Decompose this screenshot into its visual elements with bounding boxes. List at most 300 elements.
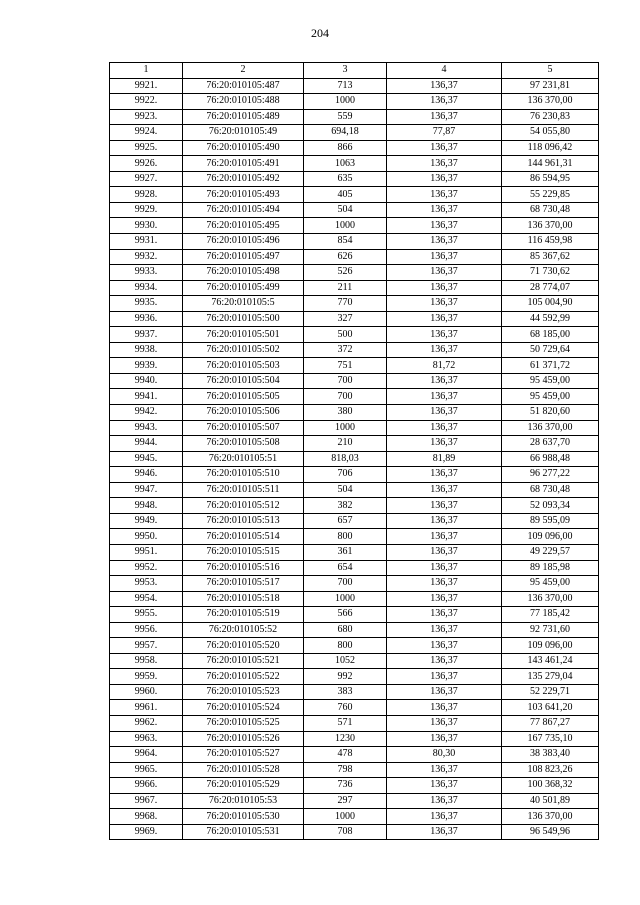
cadastral-number-cell: 76:20:010105:53 bbox=[183, 793, 304, 809]
area-cell: 559 bbox=[304, 109, 387, 125]
table-row bbox=[110, 265, 599, 281]
rate-cell: 136,37 bbox=[387, 140, 502, 156]
table-row bbox=[110, 140, 599, 156]
row-number-cell: 9963. bbox=[110, 731, 183, 747]
rate-cell: 136,37 bbox=[387, 715, 502, 731]
row-number-cell: 9949. bbox=[110, 513, 183, 529]
row-number-cell: 9931. bbox=[110, 234, 183, 250]
rate-cell: 136,37 bbox=[387, 249, 502, 265]
cadastral-number-cell: 76:20:010105:526 bbox=[183, 731, 304, 747]
value-cell: 54 055,80 bbox=[502, 125, 599, 141]
cadastral-number-cell: 76:20:010105:524 bbox=[183, 700, 304, 716]
area-cell: 1000 bbox=[304, 94, 387, 110]
cadastral-number-cell: 76:20:010105:489 bbox=[183, 109, 304, 125]
table-row bbox=[110, 809, 599, 825]
value-cell: 118 096,42 bbox=[502, 140, 599, 156]
value-cell: 89 595,09 bbox=[502, 513, 599, 529]
area-cell: 798 bbox=[304, 762, 387, 778]
area-cell: 504 bbox=[304, 482, 387, 498]
table-row bbox=[110, 669, 599, 685]
rate-cell: 136,37 bbox=[387, 607, 502, 623]
cadastral-number-cell: 76:20:010105:529 bbox=[183, 778, 304, 794]
value-cell: 136 370,00 bbox=[502, 94, 599, 110]
row-number-cell: 9960. bbox=[110, 684, 183, 700]
cadastral-number-cell: 76:20:010105:531 bbox=[183, 824, 304, 840]
row-number-cell: 9922. bbox=[110, 94, 183, 110]
row-number-cell: 9954. bbox=[110, 591, 183, 607]
row-number-cell: 9924. bbox=[110, 125, 183, 141]
cadastral-number-cell: 76:20:010105:518 bbox=[183, 591, 304, 607]
table-row bbox=[110, 280, 599, 296]
rate-cell: 136,37 bbox=[387, 824, 502, 840]
cadastral-number-cell: 76:20:010105:523 bbox=[183, 684, 304, 700]
rate-cell: 136,37 bbox=[387, 529, 502, 545]
table-row bbox=[110, 824, 599, 840]
rate-cell: 136,37 bbox=[387, 94, 502, 110]
value-cell: 44 592,99 bbox=[502, 311, 599, 327]
value-cell: 49 229,57 bbox=[502, 544, 599, 560]
area-cell: 372 bbox=[304, 342, 387, 358]
value-cell: 52 093,34 bbox=[502, 498, 599, 514]
table-row bbox=[110, 94, 599, 110]
row-number-cell: 9925. bbox=[110, 140, 183, 156]
rate-cell: 136,37 bbox=[387, 653, 502, 669]
row-number-cell: 9958. bbox=[110, 653, 183, 669]
value-cell: 68 185,00 bbox=[502, 327, 599, 343]
rate-cell: 136,37 bbox=[387, 109, 502, 125]
value-cell: 55 229,85 bbox=[502, 187, 599, 203]
table-row bbox=[110, 171, 599, 187]
rate-cell: 136,37 bbox=[387, 436, 502, 452]
rate-cell: 136,37 bbox=[387, 638, 502, 654]
area-cell: 405 bbox=[304, 187, 387, 203]
rate-cell: 136,37 bbox=[387, 202, 502, 218]
cadastral-number-cell: 76:20:010105:496 bbox=[183, 234, 304, 250]
row-number-cell: 9951. bbox=[110, 544, 183, 560]
value-cell: 103 641,20 bbox=[502, 700, 599, 716]
area-cell: 500 bbox=[304, 327, 387, 343]
rate-cell: 136,37 bbox=[387, 482, 502, 498]
value-cell: 76 230,83 bbox=[502, 109, 599, 125]
row-number-cell: 9937. bbox=[110, 327, 183, 343]
row-number-cell: 9953. bbox=[110, 576, 183, 592]
area-cell: 1000 bbox=[304, 591, 387, 607]
area-cell: 760 bbox=[304, 700, 387, 716]
table-row bbox=[110, 622, 599, 638]
table-row bbox=[110, 389, 599, 405]
area-cell: 526 bbox=[304, 265, 387, 281]
table-row bbox=[110, 653, 599, 669]
table-row bbox=[110, 482, 599, 498]
table-row bbox=[110, 327, 599, 343]
cadastral-number-cell: 76:20:010105:487 bbox=[183, 78, 304, 94]
row-number-cell: 9959. bbox=[110, 669, 183, 685]
row-number-cell: 9968. bbox=[110, 809, 183, 825]
value-cell: 143 461,24 bbox=[502, 653, 599, 669]
row-number-cell: 9967. bbox=[110, 793, 183, 809]
row-number-cell: 9944. bbox=[110, 436, 183, 452]
value-cell: 86 594,95 bbox=[502, 171, 599, 187]
area-cell: 210 bbox=[304, 436, 387, 452]
cadastral-number-cell: 76:20:010105:499 bbox=[183, 280, 304, 296]
area-cell: 504 bbox=[304, 202, 387, 218]
row-number-cell: 9950. bbox=[110, 529, 183, 545]
row-number-cell: 9969. bbox=[110, 824, 183, 840]
cadastral-number-cell: 76:20:010105:492 bbox=[183, 171, 304, 187]
row-number-cell: 9957. bbox=[110, 638, 183, 654]
value-cell: 136 370,00 bbox=[502, 591, 599, 607]
cadastral-number-cell: 76:20:010105:527 bbox=[183, 747, 304, 763]
cadastral-number-cell: 76:20:010105:488 bbox=[183, 94, 304, 110]
table-row bbox=[110, 405, 599, 421]
area-cell: 380 bbox=[304, 405, 387, 421]
cadastral-number-cell: 76:20:010105:520 bbox=[183, 638, 304, 654]
cadastral-number-cell: 76:20:010105:516 bbox=[183, 560, 304, 576]
cadastral-number-cell: 76:20:010105:49 bbox=[183, 125, 304, 141]
cadastral-number-cell: 76:20:010105:495 bbox=[183, 218, 304, 234]
table-row bbox=[110, 762, 599, 778]
column-header-5: 5 bbox=[502, 63, 599, 79]
rate-cell: 136,37 bbox=[387, 684, 502, 700]
cadastral-table bbox=[109, 62, 599, 840]
value-cell: 95 459,00 bbox=[502, 373, 599, 389]
row-number-cell: 9943. bbox=[110, 420, 183, 436]
column-header-3: 3 bbox=[304, 63, 387, 79]
row-number-cell: 9936. bbox=[110, 311, 183, 327]
table-row bbox=[110, 560, 599, 576]
value-cell: 66 988,48 bbox=[502, 451, 599, 467]
cadastral-number-cell: 76:20:010105:498 bbox=[183, 265, 304, 281]
rate-cell: 136,37 bbox=[387, 311, 502, 327]
rate-cell: 136,37 bbox=[387, 156, 502, 172]
row-number-cell: 9928. bbox=[110, 187, 183, 203]
rate-cell: 136,37 bbox=[387, 78, 502, 94]
rate-cell: 136,37 bbox=[387, 171, 502, 187]
table-row bbox=[110, 576, 599, 592]
rate-cell: 136,37 bbox=[387, 544, 502, 560]
table-row bbox=[110, 311, 599, 327]
table-row bbox=[110, 451, 599, 467]
area-cell: 1000 bbox=[304, 420, 387, 436]
cadastral-number-cell: 76:20:010105:493 bbox=[183, 187, 304, 203]
value-cell: 50 729,64 bbox=[502, 342, 599, 358]
table-row bbox=[110, 420, 599, 436]
value-cell: 51 820,60 bbox=[502, 405, 599, 421]
cadastral-number-cell: 76:20:010105:515 bbox=[183, 544, 304, 560]
row-number-cell: 9965. bbox=[110, 762, 183, 778]
cadastral-number-cell: 76:20:010105:505 bbox=[183, 389, 304, 405]
row-number-cell: 9932. bbox=[110, 249, 183, 265]
row-number-cell: 9956. bbox=[110, 622, 183, 638]
table-row bbox=[110, 342, 599, 358]
cadastral-number-cell: 76:20:010105:530 bbox=[183, 809, 304, 825]
area-cell: 635 bbox=[304, 171, 387, 187]
table-row bbox=[110, 498, 599, 514]
rate-cell: 136,37 bbox=[387, 420, 502, 436]
value-cell: 71 730,62 bbox=[502, 265, 599, 281]
rate-cell: 81,72 bbox=[387, 358, 502, 374]
area-cell: 700 bbox=[304, 576, 387, 592]
rate-cell: 136,37 bbox=[387, 576, 502, 592]
cadastral-number-cell: 76:20:010105:504 bbox=[183, 373, 304, 389]
table-row bbox=[110, 591, 599, 607]
table-row bbox=[110, 187, 599, 203]
table-row bbox=[110, 202, 599, 218]
rate-cell: 136,37 bbox=[387, 187, 502, 203]
cadastral-number-cell: 76:20:010105:5 bbox=[183, 296, 304, 312]
cadastral-number-cell: 76:20:010105:51 bbox=[183, 451, 304, 467]
cadastral-number-cell: 76:20:010105:513 bbox=[183, 513, 304, 529]
area-cell: 751 bbox=[304, 358, 387, 374]
table-row bbox=[110, 638, 599, 654]
area-cell: 800 bbox=[304, 638, 387, 654]
value-cell: 68 730,48 bbox=[502, 482, 599, 498]
table-row bbox=[110, 513, 599, 529]
table-row bbox=[110, 747, 599, 763]
area-cell: 854 bbox=[304, 234, 387, 250]
value-cell: 135 279,04 bbox=[502, 669, 599, 685]
area-cell: 700 bbox=[304, 373, 387, 389]
row-number-cell: 9929. bbox=[110, 202, 183, 218]
area-cell: 566 bbox=[304, 607, 387, 623]
area-cell: 382 bbox=[304, 498, 387, 514]
row-number-cell: 9961. bbox=[110, 700, 183, 716]
rate-cell: 136,37 bbox=[387, 793, 502, 809]
row-number-cell: 9955. bbox=[110, 607, 183, 623]
row-number-cell: 9964. bbox=[110, 747, 183, 763]
table-row bbox=[110, 373, 599, 389]
column-header-4: 4 bbox=[387, 63, 502, 79]
value-cell: 85 367,62 bbox=[502, 249, 599, 265]
area-cell: 770 bbox=[304, 296, 387, 312]
cadastral-number-cell: 76:20:010105:490 bbox=[183, 140, 304, 156]
cadastral-number-cell: 76:20:010105:501 bbox=[183, 327, 304, 343]
area-cell: 571 bbox=[304, 715, 387, 731]
rate-cell: 136,37 bbox=[387, 467, 502, 483]
area-cell: 818,03 bbox=[304, 451, 387, 467]
rate-cell: 136,37 bbox=[387, 218, 502, 234]
cadastral-number-cell: 76:20:010105:512 bbox=[183, 498, 304, 514]
row-number-cell: 9942. bbox=[110, 405, 183, 421]
cadastral-number-cell: 76:20:010105:522 bbox=[183, 669, 304, 685]
column-header-2: 2 bbox=[183, 63, 304, 79]
area-cell: 800 bbox=[304, 529, 387, 545]
table-row bbox=[110, 218, 599, 234]
value-cell: 116 459,98 bbox=[502, 234, 599, 250]
rate-cell: 136,37 bbox=[387, 762, 502, 778]
cadastral-number-cell: 76:20:010105:52 bbox=[183, 622, 304, 638]
row-number-cell: 9952. bbox=[110, 560, 183, 576]
table-row bbox=[110, 78, 599, 94]
table-row bbox=[110, 249, 599, 265]
table-row bbox=[110, 529, 599, 545]
area-cell: 700 bbox=[304, 389, 387, 405]
rate-cell: 80,30 bbox=[387, 747, 502, 763]
row-number-cell: 9926. bbox=[110, 156, 183, 172]
table-row bbox=[110, 793, 599, 809]
row-number-cell: 9948. bbox=[110, 498, 183, 514]
cadastral-number-cell: 76:20:010105:510 bbox=[183, 467, 304, 483]
rate-cell: 136,37 bbox=[387, 405, 502, 421]
row-number-cell: 9921. bbox=[110, 78, 183, 94]
value-cell: 89 185,98 bbox=[502, 560, 599, 576]
table-row bbox=[110, 156, 599, 172]
rate-cell: 136,37 bbox=[387, 373, 502, 389]
cadastral-number-cell: 76:20:010105:519 bbox=[183, 607, 304, 623]
value-cell: 96 549,96 bbox=[502, 824, 599, 840]
rate-cell: 136,37 bbox=[387, 342, 502, 358]
table-row bbox=[110, 109, 599, 125]
row-number-cell: 9934. bbox=[110, 280, 183, 296]
row-number-cell: 9938. bbox=[110, 342, 183, 358]
rate-cell: 136,37 bbox=[387, 591, 502, 607]
row-number-cell: 9939. bbox=[110, 358, 183, 374]
rate-cell: 136,37 bbox=[387, 234, 502, 250]
cadastral-number-cell: 76:20:010105:521 bbox=[183, 653, 304, 669]
area-cell: 383 bbox=[304, 684, 387, 700]
row-number-cell: 9940. bbox=[110, 373, 183, 389]
value-cell: 109 096,00 bbox=[502, 529, 599, 545]
value-cell: 28 637,70 bbox=[502, 436, 599, 452]
area-cell: 1063 bbox=[304, 156, 387, 172]
table-row bbox=[110, 467, 599, 483]
table-row bbox=[110, 436, 599, 452]
table-row bbox=[110, 607, 599, 623]
area-cell: 211 bbox=[304, 280, 387, 296]
area-cell: 1000 bbox=[304, 218, 387, 234]
cadastral-number-cell: 76:20:010105:525 bbox=[183, 715, 304, 731]
table-row bbox=[110, 125, 599, 141]
rate-cell: 136,37 bbox=[387, 498, 502, 514]
row-number-cell: 9935. bbox=[110, 296, 183, 312]
table-header-row bbox=[110, 63, 599, 79]
area-cell: 694,18 bbox=[304, 125, 387, 141]
row-number-cell: 9946. bbox=[110, 467, 183, 483]
area-cell: 327 bbox=[304, 311, 387, 327]
area-cell: 297 bbox=[304, 793, 387, 809]
area-cell: 708 bbox=[304, 824, 387, 840]
area-cell: 992 bbox=[304, 669, 387, 685]
rate-cell: 136,37 bbox=[387, 296, 502, 312]
row-number-cell: 9962. bbox=[110, 715, 183, 731]
rate-cell: 136,37 bbox=[387, 700, 502, 716]
area-cell: 713 bbox=[304, 78, 387, 94]
cadastral-number-cell: 76:20:010105:528 bbox=[183, 762, 304, 778]
area-cell: 736 bbox=[304, 778, 387, 794]
rate-cell: 136,37 bbox=[387, 778, 502, 794]
value-cell: 136 370,00 bbox=[502, 420, 599, 436]
value-cell: 68 730,48 bbox=[502, 202, 599, 218]
cadastral-number-cell: 76:20:010105:491 bbox=[183, 156, 304, 172]
cadastral-number-cell: 76:20:010105:507 bbox=[183, 420, 304, 436]
table-row bbox=[110, 778, 599, 794]
area-cell: 626 bbox=[304, 249, 387, 265]
value-cell: 95 459,00 bbox=[502, 576, 599, 592]
row-number-cell: 9941. bbox=[110, 389, 183, 405]
table-row bbox=[110, 700, 599, 716]
value-cell: 144 961,31 bbox=[502, 156, 599, 172]
table-row bbox=[110, 731, 599, 747]
row-number-cell: 9923. bbox=[110, 109, 183, 125]
value-cell: 77 867,27 bbox=[502, 715, 599, 731]
rate-cell: 136,37 bbox=[387, 265, 502, 281]
rate-cell: 136,37 bbox=[387, 513, 502, 529]
value-cell: 77 185,42 bbox=[502, 607, 599, 623]
area-cell: 1230 bbox=[304, 731, 387, 747]
page-number: 204 bbox=[311, 26, 329, 40]
area-cell: 706 bbox=[304, 467, 387, 483]
area-cell: 1052 bbox=[304, 653, 387, 669]
row-number-cell: 9933. bbox=[110, 265, 183, 281]
rate-cell: 136,37 bbox=[387, 809, 502, 825]
value-cell: 96 277,22 bbox=[502, 467, 599, 483]
cadastral-number-cell: 76:20:010105:502 bbox=[183, 342, 304, 358]
area-cell: 866 bbox=[304, 140, 387, 156]
rate-cell: 77,87 bbox=[387, 125, 502, 141]
row-number-cell: 9930. bbox=[110, 218, 183, 234]
cadastral-number-cell: 76:20:010105:511 bbox=[183, 482, 304, 498]
area-cell: 1000 bbox=[304, 809, 387, 825]
area-cell: 680 bbox=[304, 622, 387, 638]
value-cell: 109 096,00 bbox=[502, 638, 599, 654]
table-row bbox=[110, 358, 599, 374]
row-number-cell: 9966. bbox=[110, 778, 183, 794]
value-cell: 97 231,81 bbox=[502, 78, 599, 94]
cadastral-number-cell: 76:20:010105:494 bbox=[183, 202, 304, 218]
table-row bbox=[110, 684, 599, 700]
area-cell: 657 bbox=[304, 513, 387, 529]
rate-cell: 136,37 bbox=[387, 389, 502, 405]
rate-cell: 136,37 bbox=[387, 622, 502, 638]
row-number-cell: 9947. bbox=[110, 482, 183, 498]
cadastral-number-cell: 76:20:010105:500 bbox=[183, 311, 304, 327]
rate-cell: 136,37 bbox=[387, 327, 502, 343]
value-cell: 167 735,10 bbox=[502, 731, 599, 747]
cadastral-number-cell: 76:20:010105:517 bbox=[183, 576, 304, 592]
table-row bbox=[110, 544, 599, 560]
value-cell: 136 370,00 bbox=[502, 809, 599, 825]
rate-cell: 136,37 bbox=[387, 669, 502, 685]
rate-cell: 136,37 bbox=[387, 280, 502, 296]
value-cell: 100 368,32 bbox=[502, 778, 599, 794]
column-header-1: 1 bbox=[110, 63, 183, 79]
value-cell: 38 383,40 bbox=[502, 747, 599, 763]
row-number-cell: 9945. bbox=[110, 451, 183, 467]
rate-cell: 136,37 bbox=[387, 731, 502, 747]
table-body bbox=[110, 78, 599, 840]
area-cell: 361 bbox=[304, 544, 387, 560]
table-row bbox=[110, 296, 599, 312]
value-cell: 92 731,60 bbox=[502, 622, 599, 638]
area-cell: 654 bbox=[304, 560, 387, 576]
value-cell: 108 823,26 bbox=[502, 762, 599, 778]
value-cell: 105 004,90 bbox=[502, 296, 599, 312]
row-number-cell: 9927. bbox=[110, 171, 183, 187]
value-cell: 61 371,72 bbox=[502, 358, 599, 374]
rate-cell: 81,89 bbox=[387, 451, 502, 467]
cadastral-number-cell: 76:20:010105:506 bbox=[183, 405, 304, 421]
value-cell: 136 370,00 bbox=[502, 218, 599, 234]
rate-cell: 136,37 bbox=[387, 560, 502, 576]
value-cell: 40 501,89 bbox=[502, 793, 599, 809]
table-row bbox=[110, 234, 599, 250]
value-cell: 52 229,71 bbox=[502, 684, 599, 700]
cadastral-number-cell: 76:20:010105:514 bbox=[183, 529, 304, 545]
value-cell: 95 459,00 bbox=[502, 389, 599, 405]
value-cell: 28 774,07 bbox=[502, 280, 599, 296]
table-row bbox=[110, 715, 599, 731]
cadastral-number-cell: 76:20:010105:503 bbox=[183, 358, 304, 374]
